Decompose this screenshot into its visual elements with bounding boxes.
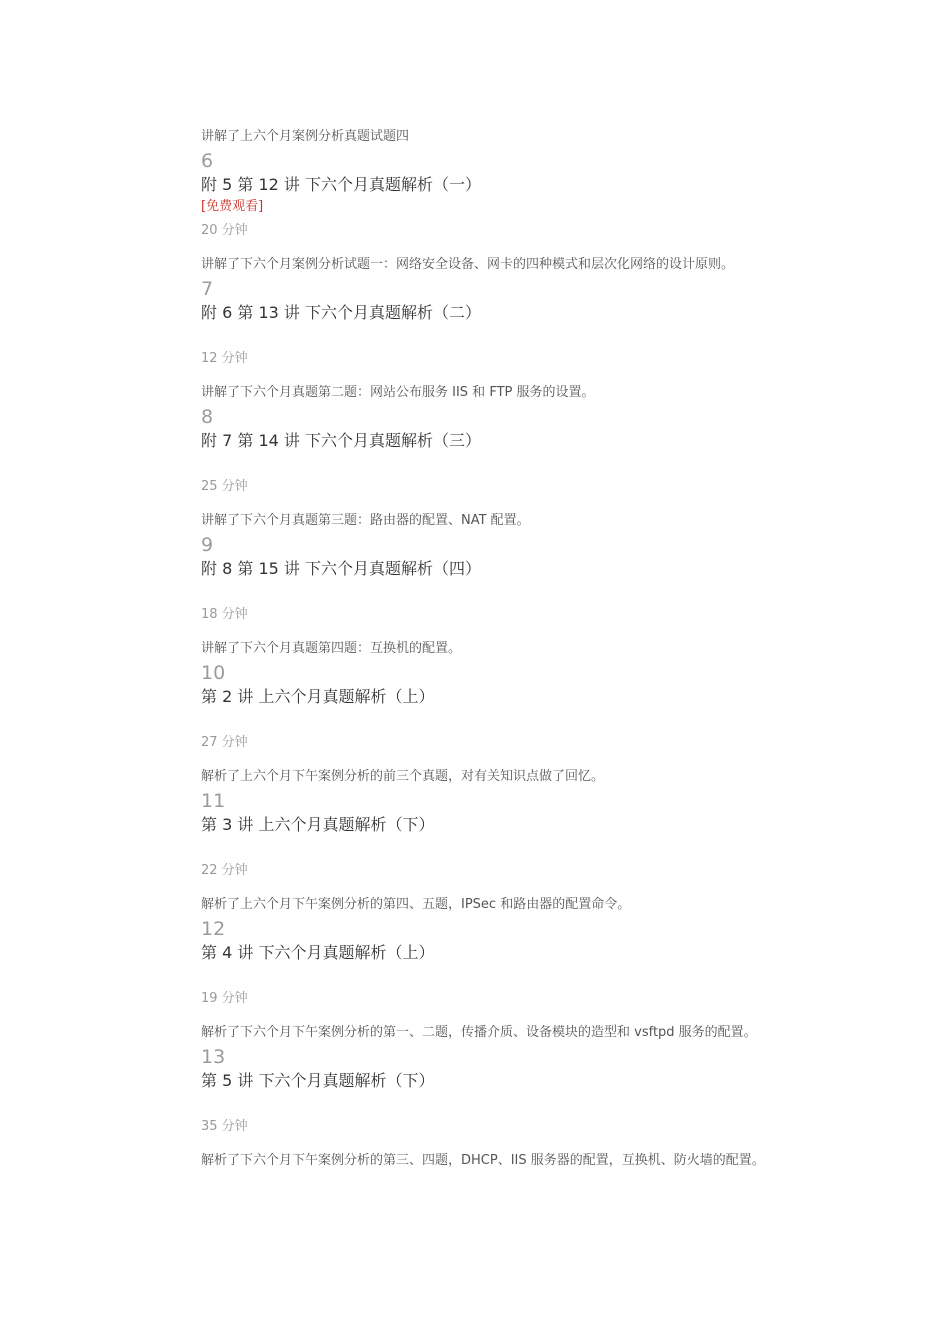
lesson-title[interactable]: 附 8 第 15 讲 下六个月真题解析（四） (201, 559, 481, 578)
lesson-title[interactable]: 附 7 第 14 讲 下六个月真题解析（三） (201, 431, 481, 450)
lesson-description: 讲解了下六个月真题第四题：互换机的配置。 (201, 641, 462, 656)
lesson-title[interactable]: 第 2 讲 上六个月真题解析（上） (201, 687, 435, 706)
lesson-item[interactable] (201, 277, 811, 405)
course-lesson-list (201, 127, 811, 1173)
lesson-title[interactable]: 第 4 讲 下六个月真题解析（上） (201, 943, 435, 962)
lesson-duration: 12 分钟 (201, 351, 248, 366)
lesson-title[interactable]: 第 5 讲 下六个月真题解析（下） (201, 1071, 435, 1090)
lesson-title[interactable]: 附 6 第 13 讲 下六个月真题解析（二） (201, 303, 481, 322)
lesson-description: 解析了上六个月下午案例分析的第四、五题，IPSec 和路由器的配置命令。 (201, 897, 631, 912)
lesson-item[interactable] (201, 917, 811, 1045)
lesson-description: 解析了下六个月下午案例分析的第一、二题，传播介质、设备模块的造型和 vsftpd 服务的配置。 (201, 1025, 757, 1040)
lesson-description: 讲解了下六个月真题第二题：网站公布服务 IIS 和 FTP 服务的设置。 (201, 385, 595, 400)
lesson-number: 13 (201, 1046, 226, 1068)
lesson-number: 11 (201, 790, 226, 812)
lesson-duration: 25 分钟 (201, 479, 248, 494)
lesson-duration: 27 分钟 (201, 735, 248, 750)
previous-lesson-description: 讲解了上六个月案例分析真题试题四 (201, 129, 410, 144)
lesson-item[interactable] (201, 405, 811, 533)
lesson-duration: 35 分钟 (201, 1119, 248, 1134)
lesson-item[interactable] (201, 149, 811, 277)
lesson-item[interactable] (201, 661, 811, 789)
lesson-duration: 22 分钟 (201, 863, 248, 878)
lesson-number: 8 (201, 406, 214, 428)
lesson-number: 9 (201, 534, 214, 556)
lesson-number: 6 (201, 150, 214, 172)
lesson-item[interactable] (201, 789, 811, 917)
lesson-description: 解析了上六个月下午案例分析的前三个真题，对有关知识点做了回忆。 (201, 769, 605, 784)
lesson-duration: 19 分钟 (201, 991, 248, 1006)
lesson-duration: 20 分钟 (201, 223, 248, 238)
lesson-description: 讲解了下六个月案例分析试题一：网络安全设备、网卡的四种模式和层次化网络的设计原则。 (201, 257, 735, 272)
lesson-title[interactable]: 附 5 第 12 讲 下六个月真题解析（一） (201, 175, 481, 194)
lesson-duration: 18 分钟 (201, 607, 248, 622)
lesson-number: 12 (201, 918, 226, 940)
free-watch-link[interactable]: [免费观看] (201, 199, 264, 214)
lesson-number: 10 (201, 662, 226, 684)
lesson-number: 7 (201, 278, 214, 300)
lesson-item[interactable] (201, 533, 811, 661)
lesson-description: 讲解了下六个月真题第三题：路由器的配置、NAT 配置。 (201, 513, 530, 528)
lesson-item[interactable] (201, 1045, 811, 1173)
lesson-title[interactable]: 第 3 讲 上六个月真题解析（下） (201, 815, 435, 834)
lesson-description: 解析了下六个月下午案例分析的第三、四题，DHCP、IIS 服务器的配置，互换机、防火墙的配置。 (201, 1153, 765, 1168)
